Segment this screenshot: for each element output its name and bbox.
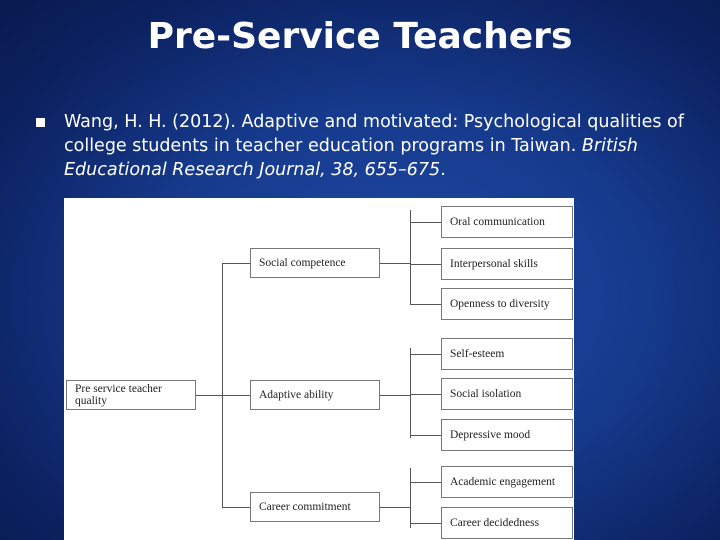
- citation-article-title: Adaptive and motivated: Psychological qualities of college students in teacher education programs in Taiwan.: [64, 112, 684, 156]
- adaptive-leaf-link-2: [410, 435, 441, 436]
- career-bracket: [410, 468, 411, 528]
- adaptive-connector: [380, 395, 410, 396]
- root-box: Pre service teacher quality: [66, 380, 196, 410]
- leaf-box-academic-engagement: Academic engagement: [441, 466, 573, 498]
- hierarchy-diagram: [64, 198, 574, 540]
- trunk-to-adaptive: [222, 395, 250, 396]
- citation-end: .: [440, 160, 446, 180]
- leaf-box-openness-to-diversity: Openness to diversity: [441, 288, 573, 320]
- leaf-box-social-isolation: Social isolation: [441, 378, 573, 410]
- adaptive-leaf-link-0: [410, 354, 441, 355]
- leaf-box-oral-communication: Oral communication: [441, 206, 573, 238]
- social-connector: [380, 263, 410, 264]
- leaf-box-interpersonal-skills: Interpersonal skills: [441, 248, 573, 280]
- citation-journal: British Educational Research Journal, 38, 655–675: [64, 136, 638, 180]
- adaptive-leaf-link-1: [410, 394, 441, 395]
- career-leaf-link-1: [410, 523, 441, 524]
- adaptive-bracket: [410, 348, 411, 438]
- branch-box-adaptive-ability: Adaptive ability: [250, 380, 380, 410]
- citation: [64, 110, 684, 182]
- trunk-line: [222, 263, 223, 508]
- citation-authors-year: Wang, H. H. (2012).: [64, 112, 236, 132]
- social-bracket: [410, 210, 411, 305]
- root-connector: [196, 395, 223, 396]
- career-leaf-link-0: [410, 482, 441, 483]
- trunk-to-career: [222, 507, 250, 508]
- social-leaf-link-0: [410, 222, 441, 223]
- social-leaf-link-1: [410, 264, 441, 265]
- trunk-to-social: [222, 263, 250, 264]
- branch-box-career-commitment: Career commitment: [250, 492, 380, 522]
- bullet-square-icon: [36, 118, 45, 127]
- career-connector: [380, 507, 410, 508]
- leaf-box-self-esteem: Self-esteem: [441, 338, 573, 370]
- leaf-box-depressive-mood: Depressive mood: [441, 419, 573, 451]
- social-leaf-link-2: [410, 304, 441, 305]
- branch-box-social-competence: Social competence: [250, 248, 380, 278]
- leaf-box-career-decidedness: Career decidedness: [441, 507, 573, 539]
- slide-title: Pre-Service Teachers: [147, 16, 573, 57]
